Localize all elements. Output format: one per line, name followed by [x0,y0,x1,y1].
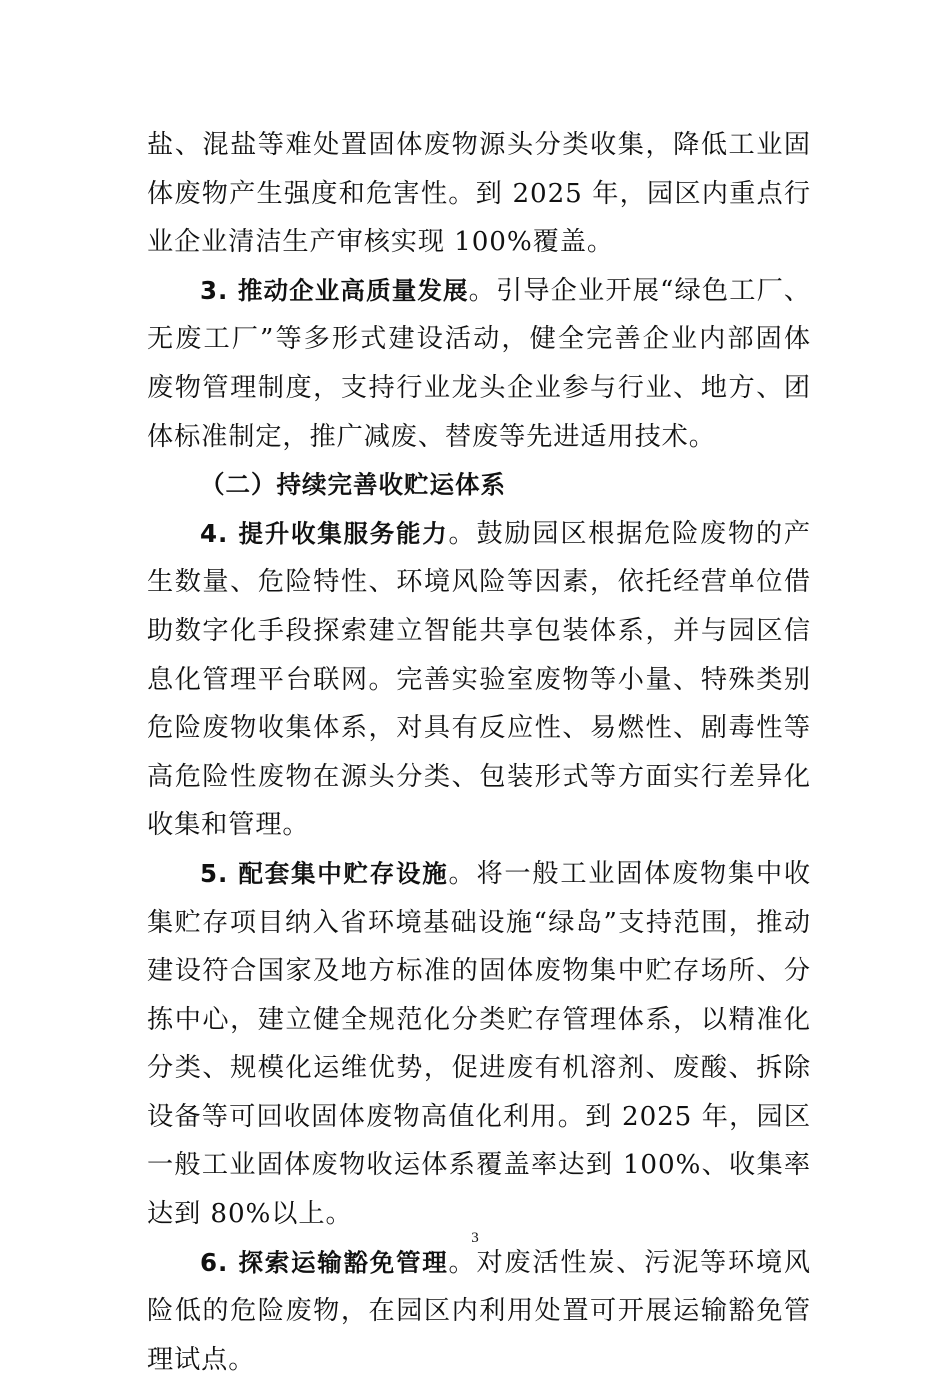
paragraph-text: 盐、混盐等难处置固体废物源头分类收集，降低工业固体废物产生强度和危害性。到 2025 年，园区内重点行业企业清洁生产审核实现 100%覆盖。 [147,130,811,258]
paragraph-item-3 [147,267,811,461]
paragraph-item-6 [147,1239,811,1384]
paragraph-continuation [147,121,811,267]
paragraph-text: 。将一般工业固体废物集中收集贮存项目纳入省环境基础设施“绿岛”支持范围，推动建设符合国家及地方标准的固体废物集中贮存场所、分拣中心，建立健全规范化分类贮存管理体系，以精准化分类、规模化运维优势，促进废有机溶剂、废酸、拆除设备等可回收固体废物高值化利用。到 2025 年，园区一般工业固体废物收运体系覆盖率达到 100%、收集率达到 80%以上。 [147,858,811,1230]
page-number: 3 [471,1230,479,1246]
paragraph-text: 。对废活性炭、污泥等环境风险低的危险废物，在园区内利用处置可开展运输豁免管理试点。 [147,1247,811,1375]
item-lead-heading: 3. 推动企业高质量发展 [200,275,469,305]
section-heading: （二）持续完善收贮运体系 [200,470,506,500]
paragraph-item-5 [147,850,811,1239]
body-text [147,121,811,1384]
item-lead-heading: 6. 探索运输豁免管理 [200,1247,449,1277]
paragraph-text: 。鼓励园区根据危险废物的产生数量、危险特性、环境风险等因素，依托经营单位借助数字化手段探索建立智能共享包装体系，并与园区信息化管理平台联网。完善实验室废物等小量、特殊类别危险废物收集体系，对具有反应性、易燃性、剧毒性等高危险性废物在源头分类、包装形式等方面实行差异化收集和管理。 [147,518,811,841]
item-lead-heading: 5. 配套集中贮存设施 [200,858,449,888]
item-lead-heading: 4. 提升收集服务能力 [200,518,449,548]
paragraph-item-4 [147,510,811,850]
paragraph-text: 。引导企业开展“绿色工厂、无废工厂”等多形式建设活动，健全完善企业内部固体废物管理制度，支持行业龙头企业参与行业、地方、团体标准制定，推广减废、替废等先进适用技术。 [147,275,811,452]
